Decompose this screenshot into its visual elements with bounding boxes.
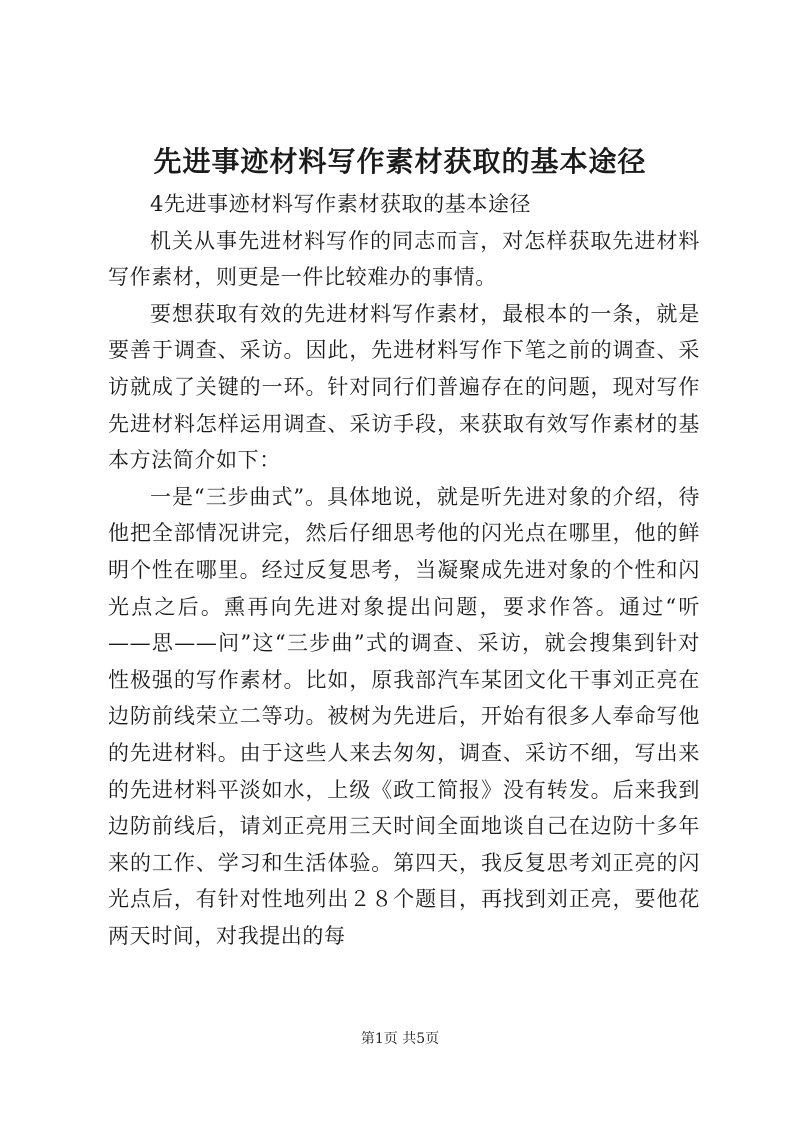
document-body xyxy=(108,186,700,954)
subtitle-paragraph: 4先进事迹材料写作素材获取的基本途径 xyxy=(150,192,532,216)
intro-paragraph: 机关从事先进材料写作的同志而言，对怎样获取先进材料写作素材，则更是一件比较难办的事情。 xyxy=(108,228,700,290)
method-overview-paragraph: 要想获取有效的先进材料写作素材，最根本的一条，就是要善于调查、采访。因此，先进材料写作下笔之前的调查、采访就成了关键的一环。针对同行们普遍存在的问题，现对写作先进材料怎样运用调查、采访手段，来获取有效写作素材的基本方法简介如下： xyxy=(108,301,700,473)
document-title: 先进事迹材料写作素材获取的基本途径 xyxy=(153,145,647,178)
three-step-paragraph: 一是“三步曲式”。具体地说，就是听先进对象的介绍，待他把全部情况讲完，然后仔细思考他的闪光点在哪里，他的鲜明个性在哪里。经过反复思考，当凝聚成先进对象的个性和闪光点之后。熏再向先进对象提出问题，要求作答。通过“听——思——问”这“三步曲”式的调查、采访，就会搜集到针对性极强的写作素材。比如，原我部汽车某团文化干事刘正亮在边防前线荣立二等功。被树为先进后，开始有很多人奉命写他的先进材料。由于这些人来去匆匆，调查、采访不细，写出来的先进材料平淡如水，上级《政工简报》没有转发。后来我到边防前线后，请刘正亮用三天时间全面地谈自己在边防十多年来的工作、学习和生活体验。第四天，我反复思考刘正亮的闪光点后，有针对性地列出２８个题目，再找到刘正亮，要他花两天时间，对我提出的每 xyxy=(108,484,700,948)
page-footer: 第1页 共5页 xyxy=(360,1031,440,1047)
